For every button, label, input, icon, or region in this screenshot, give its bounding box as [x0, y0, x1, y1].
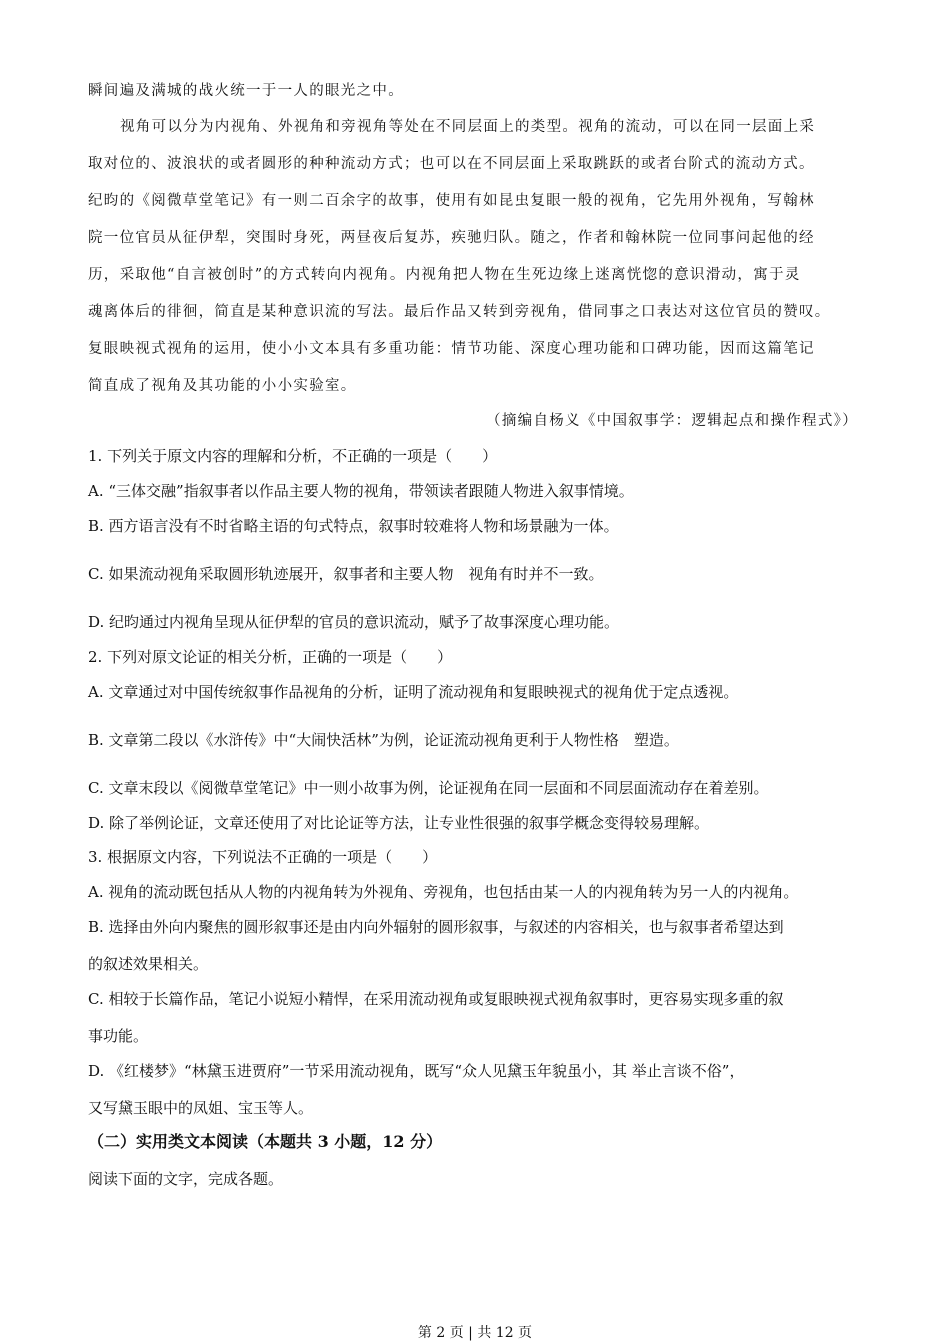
question-2-stem: 2. 下列对原文论证的相关分析，正确的一项是（ ）	[88, 648, 453, 666]
passage-line: 院一位官员从征伊犁，突围时身死，两昼夜后复苏，疾驰归队。随之，作者和翰林院一位同事问起他的经	[88, 230, 815, 246]
page-footer: 第 2 页 | 共 12 页	[417, 1325, 533, 1341]
question-2-option-b: B. 文章第二段以《水浒传》中“大闹快活林”为例，论证流动视角更利于人物性格 塑造。	[88, 731, 679, 749]
passage-line: 历，采取他“自言被创时”的方式转向内视角。内视角把人物在生死边缘上迷离恍惚的意识滑动，寓于灵	[88, 267, 801, 283]
section-heading: （二）实用类文本阅读（本题共 3 小题，12 分）	[88, 1132, 443, 1151]
question-3-option-c: C. 相较于长篇作品，笔记小说短小精悍，在采用流动视角或复眼映视式视角叙事时，更容易实现多重的叙	[88, 990, 784, 1008]
passage-line: 复眼映视式视角的运用，使小小文本具有多重功能：情节功能、深度心理功能和口碑功能，因而这篇笔记	[88, 341, 815, 357]
question-3-option-a: A. 视角的流动既包括从人物的内视角转为外视角、旁视角，也包括由某一人的内视角转为另一人的内视角。	[88, 883, 799, 901]
passage-line: 简直成了视角及其功能的小小实验室。	[88, 378, 357, 394]
passage-line: 视角可以分为内视角、外视角和旁视角等处在不同层面上的类型。视角的流动，可以在同一层面上采	[120, 119, 816, 135]
question-1-option-a: A. “三体交融”指叙事者以作品主要人物的视角，带领读者跟随人物进入叙事情境。	[88, 482, 634, 500]
passage-line: 取对位的、波浪状的或者圆形的种种流动方式；也可以在不同层面上采取跳跃的或者台阶式的流动方式。	[88, 156, 815, 172]
question-3-stem: 3. 根据原文内容，下列说法不正确的一项是（ ）	[88, 848, 438, 866]
passage-line: 瞬间遍及满城的战火统一于一人的眼光之中。	[88, 83, 404, 99]
question-3-option-d-cont: 又写黛玉眼中的凤姐、宝玉等人。	[88, 1099, 314, 1117]
question-3-option-b: B. 选择由外向内聚焦的圆形叙事还是由内向外辐射的圆形叙事，与叙述的内容相关，也与叙事者希望达到	[88, 918, 784, 936]
question-1-option-b: B. 西方语言没有不时省略主语的句式特点，叙事时较难将人物和场景融为一体。	[88, 517, 619, 535]
question-3-option-b-cont: 的叙述效果相关。	[88, 955, 209, 973]
question-1-stem: 1. 下列关于原文内容的理解和分析，不正确的一项是（ ）	[88, 447, 498, 465]
section-instruction: 阅读下面的文字，完成各题。	[88, 1170, 284, 1188]
question-2-option-d: D. 除了举例论证，文章还使用了对比论证等方法，让专业性很强的叙事学概念变得较易理解。	[88, 814, 710, 832]
question-1-option-c: C. 如果流动视角采取圆形轨迹展开，叙事者和主要人物 视角有时并不一致。	[88, 565, 604, 583]
passage-line: 纪昀的《阅微草堂笔记》有一则二百余字的故事，使用有如昆虫复眼一般的视角，它先用外视角，写翰林	[88, 193, 815, 209]
passage-source: （摘编自杨义《中国叙事学：逻辑起点和操作程式》）	[486, 413, 858, 429]
question-3-option-d: D. 《红楼梦》“林黛玉进贾府”一节采用流动视角，既写“众人见黛玉年貌虽小，其 举止言谈不俗”，	[88, 1062, 745, 1080]
question-2-option-a: A. 文章通过对中国传统叙事作品视角的分析，证明了流动视角和复眼映视式的视角优于定点透视。	[88, 683, 739, 701]
passage-line: 魂离体后的徘徊，简直是某种意识流的写法。最后作品又转到旁视角，借同事之口表达对这位官员的赞叹。	[88, 304, 831, 320]
question-2-option-c: C. 文章末段以《阅微草堂笔记》中一则小故事为例，论证视角在同一层面和不同层面流动存在着差别。	[88, 779, 769, 797]
question-1-option-d: D. 纪昀通过内视角呈现从征伊犁的官员的意识流动，赋予了故事深度心理功能。	[88, 613, 620, 631]
question-3-option-c-cont: 事功能。	[88, 1027, 149, 1045]
